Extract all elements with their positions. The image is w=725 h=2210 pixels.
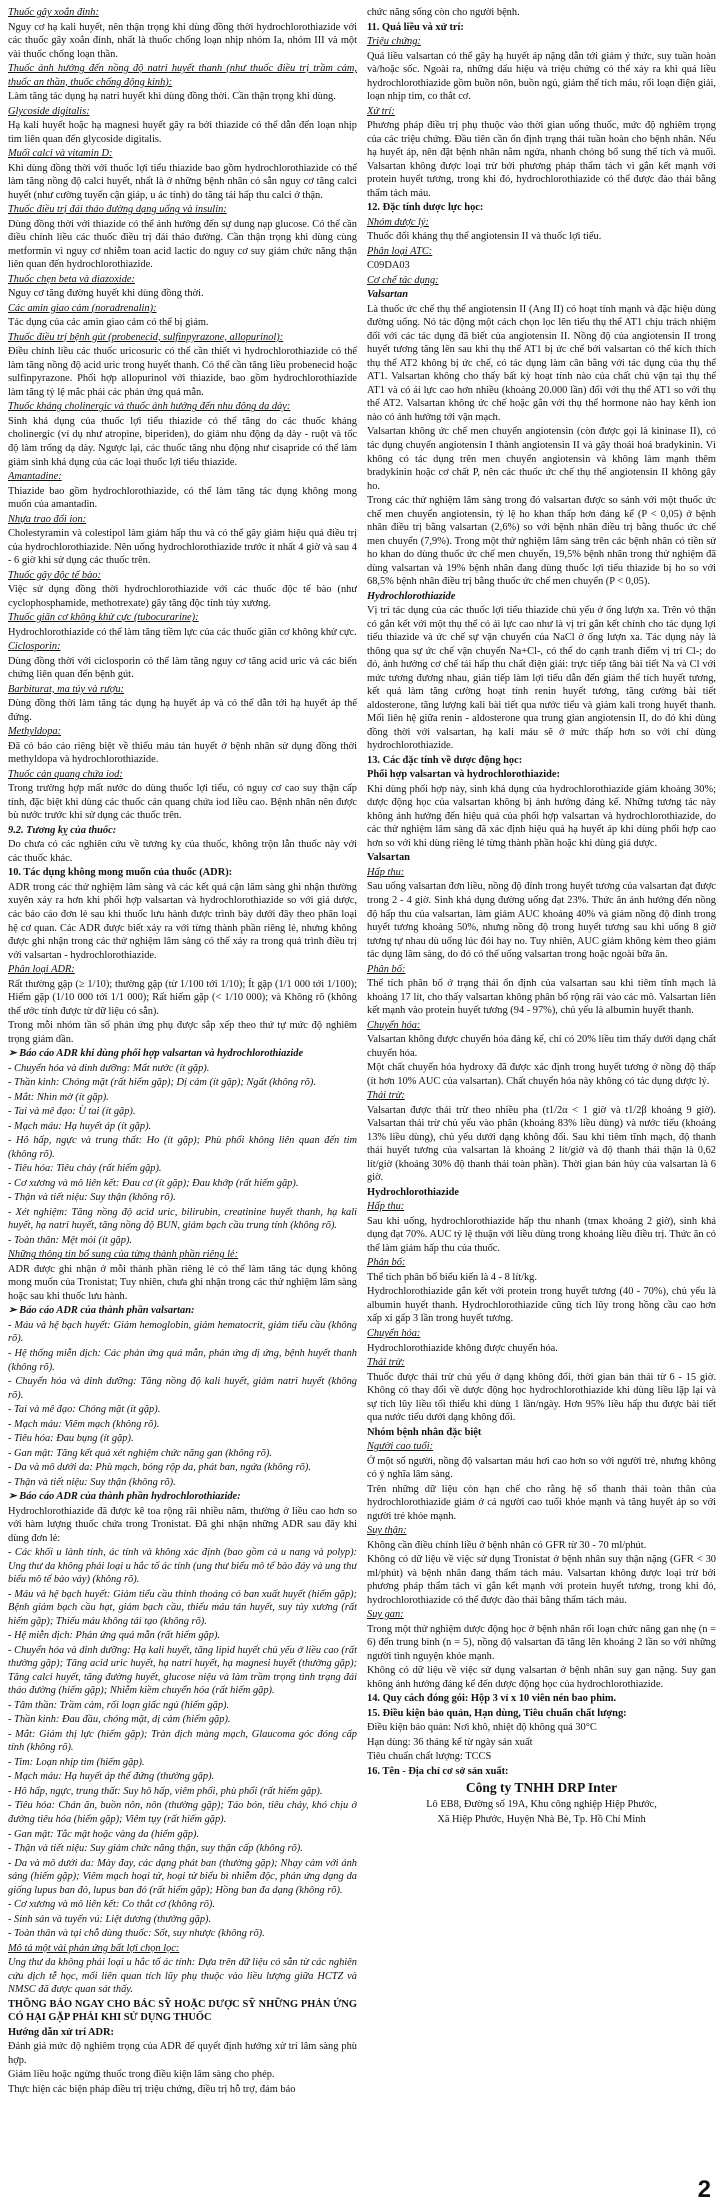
left-paragraph: - Tiêu hóa: Đau bụng (ít gặp). [8,1433,134,1445]
left-paragraph: Methyldopa: [8,726,62,738]
right-paragraph: Nhóm bệnh nhân đặc biệt [367,1426,482,1438]
right-paragraph: Chuyển hóa: [367,1019,421,1031]
left-paragraph: - Cơ xương và mô liên kết: Đau cơ (ít gặp); Đau khớp (rất hiếm gặp). [8,1177,299,1189]
right-paragraph: Vị trí tác dụng của các thuốc lợi tiểu thiazide chủ yếu ở ống lượn xa. Trên vỏ thận có gắn kết với một thụ thể có ái lực cao như là vị trí gắn kết chính cho tác dụng lợi tiểu thiazide và ức chế sự vận chuyển của NaCl ở ống lượn xa. Tác dụng này là thông qua sự ức chế vận chuyển Na+Cl-, có thể do cạnh tranh điểm vị trí Cl-; do đó, ảnh hưởng cơ chế tái hấp thu chất điện giải: trực tiếp tăng bài tiết Na và Cl với mức tương đương nhau, gián tiếp làm lợi tiểu dẫn đến giảm thể tích huyết tương, kết quả làm tăng cường hoạt tính renin huyết tương, tăng cường bài tiết aldosterone, tăng lượng kali bài tiết qua nước tiểu và giảm kali trong huyết thanh. Mối liên hệ giữa renin - aldosterone qua trung gian angiotensin II, do đó khi dùng đồng thời với valsartan, hạ kali máu sẽ ở mức thấp hơn so với chỉ dùng hydrochlorothiazide. [367,605,716,752]
left-paragraph: - Tiêu hóa: Chán ăn, buồn nôn, nôn (thường gặp); Táo bón, tiêu chảy, khó chịu ở đường tiêu hóa (hiếm gặp); Viêm tụy (rất hiếm gặp). [8,1800,357,1825]
right-paragraph: Phân bố: [367,963,406,975]
right-paragraph: Trong các thử nghiệm lâm sàng trong đó valsartan được so sánh với một thuốc ức chế men chuyển angiotensin, tỷ lệ ho khan thấp hơn đáng kể (P < 0,05) ở bệnh nhân điều trị bằng valsartan (2,6%) so với bệnh nhân điều trị bằng thuốc ức chế men chuyển (7,9%). Trong một thử nghiệm lâm sàng trên các bệnh nhân có tiền sử ho khan do dùng thuốc ức chế men chuyển, 19,5% bệnh nhân trong thử nghiệm đã dùng valsartan và 19% bệnh nhân đang dùng thuốc lợi tiểu thiazide bị ho so với 68,5% bệnh nhân điều trị bằng thuốc ức chế men chuyển (P < 0,05). [367,495,716,588]
right-paragraph: Không có dữ liệu về việc sử dụng Tronistat ở bệnh nhân suy thận nặng (GFR < 30 ml/phút) và bệnh nhân đang thẩm tách máu. Valsartan không được loại trừ bởi phương pháp thẩm tách vì gắn kết mạnh với protein huyết tương, trong khi đó, hydrochlorothiazide có thể được đào thải bằng thẩm tách máu. [367,1554,716,1606]
left-paragraph: Glycoside digitalis: [8,105,90,117]
left-paragraph: - Toàn thân và tại chỗ dùng thuốc: Sốt, suy nhược (không rõ). [8,1928,265,1940]
left-paragraph: - Tai và mê đạo: Chóng mặt (ít gặp). [8,1404,161,1416]
right-paragraph: Thải trừ: [367,1357,405,1369]
right-paragraph: Nhóm dược lý: [367,216,429,228]
right-paragraph: Người cao tuổi: [367,1441,434,1453]
left-paragraph: Hydrochlorothiazide đã được kê toa rộng rãi nhiều năm, thường ở liều cao hơn so với hàm lượng thuốc chứa trong Tronistat. Đã ghi nhận những ADR sau đây khi dùng đơn lẻ: [8,1505,357,1544]
left-paragraph: - Xét nghiệm: Tăng nồng độ acid uric, bilirubin, creatinine huyết thanh, hạ kali huyết, hạ natri huyết, tăng nồng độ BUN, giảm bạch cầu trung tính (không rõ). [8,1206,357,1232]
left-paragraph: Thuốc gây độc tế bào: [8,569,101,581]
left-paragraph: Thuốc điều trị đái tháo đường dạng uống và insulin: [8,204,227,216]
left-paragraph: Dùng đồng thời với ciclosporin có thể làm tăng nguy cơ tăng acid uric và các biến chứng liên quan đến bệnh gút. [8,655,357,681]
left-paragraph: - Máu và hệ bạch huyết: Giảm hemoglobin, giảm hematocrit, giảm tiểu cầu (không rõ). [8,1319,357,1345]
left-paragraph: - Sinh sản và tuyến vú: Liệt dương (thường gặp). [8,1913,212,1925]
right-paragraph: Không cần điều chỉnh liều ở bệnh nhân có GFR từ 30 - 70 ml/phút. [367,1539,647,1551]
right-paragraph: Trong một thử nghiệm dược động học ở bệnh nhân rối loạn chức năng gan nhẹ (n = 6) đến trung bình (n = 5), nồng độ valsartan đã tăng lên khoảng 2 lần so với những người tình nguyện khỏe mạnh. [367,1623,716,1662]
left-paragraph: Thuốc chẹn beta và diazoxide: [8,273,135,285]
left-paragraph: Đã có báo cáo riêng biệt về thiếu máu tán huyết ở bệnh nhân sử dụng đồng thời methyldopa và hydrochlorothiazide. [8,740,357,766]
left-paragraph: ➢ Báo cáo ADR của thành phần valsartan: [8,1305,195,1317]
left-paragraph: - Tai và mê đạo: Ù tai (ít gặp). [8,1106,136,1118]
right-paragraph: 16. Tên - Địa chỉ cơ sở sản xuất: [367,1765,509,1777]
left-paragraph: Do chưa có các nghiên cứu về tương kỵ của thuốc, không trộn lẫn thuốc này với các thuốc khác. [8,839,357,864]
right-paragraph: Phân bố: [367,1257,406,1269]
right-paragraph: Valsartan [367,289,409,301]
left-paragraph: Cholestyramin và colestipol làm giảm hấp thu và có thể gây giảm hiệu quả điều trị của hydrochlorothiazide. Nên uống hydrochlorothiazide trước ít nhất 4 giờ và sau 4 - 6 giờ khi sử dụng các thuốc trên. [8,528,357,567]
left-paragraph: Giảm liều hoặc ngừng thuốc trong điều kiện lâm sàng cho phép. [8,2069,275,2081]
left-paragraph: - Thần kinh: Đau đầu, chóng mặt, dị cảm (hiếm gặp). [8,1714,231,1726]
right-paragraph: 14. Quy cách đóng gói: Hộp 3 vỉ x 10 viên nén bao phim. [367,1693,617,1705]
right-paragraph: Suy thận: [367,1525,407,1537]
right-paragraph: Chuyển hóa: [367,1327,421,1339]
left-paragraph: - Chuyển hóa và dinh dưỡng: Mất nước (ít gặp). [8,1062,210,1074]
left-paragraph: Nguy cơ tăng đường huyết khi dùng đồng thời. [8,288,204,300]
right-paragraph: Thuốc đối kháng thụ thể angiotensin II và thuốc lợi tiểu. [367,231,602,243]
left-paragraph: - Thận và tiết niệu: Suy thận (không rõ). [8,1476,176,1488]
right-paragraph: 15. Điều kiện bảo quản, Hạn dùng, Tiêu chuẩn chất lượng: [367,1707,627,1719]
left-paragraph: Dùng đồng thời làm tăng tác dụng hạ huyết áp và có thể dẫn tới hạ huyết áp thế đứng. [8,698,357,723]
right-paragraph: C09DA03 [367,260,410,272]
right-paragraph: Trên những dữ liệu còn hạn chế cho rằng hệ số thanh thải toàn thân của hydrochlorothiazide giảm ở cả người cao tuổi khỏe mạnh và tăng huyết áp so với người trẻ khỏe mạnh. [367,1483,716,1522]
right-paragraph: Phối hợp valsartan và hydrochlorothiazide: [367,769,560,781]
left-paragraph: Điều chỉnh liều các thuốc uricosuric có thể cần thiết vì hydrochlorothiazide có thể làm tăng nồng độ acid uric trong huyết thanh. Có thể cần tăng liều probenecid hoặc sulfinpyrazone. Phối hợp allopurinol với thiazide, bao gồm hydrochlorothiazide làm tăng tỷ lệ mắc phải các phản ứng quá mẫn. [8,346,357,398]
right-paragraph: Sau uống valsartan đơn liều, nồng độ đỉnh trong huyết tương của valsartan đạt được trong 2 - 4 giờ. Sinh khả dụng đường uống đạt 23%. Thức ăn ảnh hưởng đến nồng độ hấp thu của valsartan, làm giảm AUC khoảng 40% và giảm nồng độ đỉnh trong huyết tương khoảng 50%, nhưng nồng độ trong huyết tương sau khi uống 8 giờ tương tự nhau dù uống lúc đói hay no. Tuy nhiên, AUC giảm không kèm theo giảm tác dụng lâm sàng, do đó có thể uống valsartan trong hoặc ngoài bữa ăn. [367,881,716,961]
left-paragraph: Mô tả một vài phản ứng bất lợi chọn lọc: [8,1942,180,1954]
right-paragraph: Phương pháp điều trị phụ thuộc vào thời gian uống thuốc, mức độ nghiêm trọng của các triệu chứng. Đầu tiên cần ổn định trạng thái tuần hoàn cho bệnh nhân. Nếu hạ huyết áp, nên đặt bệnh nhân nằm ngửa, nhanh chóng bổ sung thể tích và muối. Valsartan không được loại trừ bởi phương pháp thẩm tách vì gắn kết mạnh với protein huyết tương, trong khi đó, hydrochlorothiazide có thể được đào thải bằng thẩm tách máu. [367,120,716,199]
right-paragraph: Hydrochlorothiazide [367,590,456,602]
right-paragraph: Hạn dùng: 36 tháng kể từ ngày sản xuất [367,1736,533,1748]
right-paragraph: Hấp thu: [367,866,405,878]
left-paragraph: Rất thường gặp (≥ 1/10); thường gặp (từ 1/100 tới 1/10); Ít gặp (1/1 000 tới 1/100); Hiếm gặp (1/10 000 tới 1/1 000); Rất hiếm gặp (< 1/10 000); và Không rõ (không thể ước tính được từ dữ liệu có sẵn). [8,978,357,1017]
left-paragraph: - Tâm thần: Trầm cảm, rối loạn giấc ngủ (hiếm gặp). [8,1699,230,1711]
left-paragraph: Hydrochlorothiazide có thể làm tăng tiềm lực của các thuốc giãn cơ không khử cực. [8,626,357,638]
left-paragraph: - Da và mô dưới da: Mày đay, các dạng phát ban (thường gặp); Nhạy cảm với ánh sáng (hiếm gặp); Viêm mạch hoại tử, hoại tử biểu bì nhiễm độc, phản ứng dạng da giống lupus ban đỏ, lupus ban đỏ (rất hiếm gặp); Hồng ban đa dạng (không rõ). [8,1857,357,1896]
left-paragraph: Khi dùng đồng thời với thuốc lợi tiểu thiazide bao gồm hydrochlorothiazide có thể làm tăng nồng độ calci huyết, nhất là ở những bệnh nhân có sẵn nguy cơ tăng calci huyết (như cường tuyến cận giáp, u ác tính) do tăng tái hấp thu calci ở thận. [8,162,357,201]
right-paragraph: Thể tích phân bố ở trạng thái ổn định của valsartan sau khi tiêm tĩnh mạch là khoảng 17 lít, cho thấy valsartan không phân bố rộng rãi vào các mô. Valsartan liên kết mạnh vào protein huyết tương (94 - 97%), chủ yếu là albumin huyết thanh. [367,978,716,1017]
left-paragraph: - Các khối u lành tính, ác tính và không xác định (bao gồm cả u nang và polyp): Ung thư da không phải loại u hắc tố ác tính (ung thư biểu mô tế bào đáy và ung thư biểu mô tế bào vảy) (không rõ). [8,1547,357,1586]
left-paragraph: Thuốc kháng cholinergic và thuốc ảnh hưởng đến nhu động dạ dày: [8,401,291,413]
left-paragraph: - Máu và hệ bạch huyết: Giảm tiểu cầu thỉnh thoảng có ban xuất huyết (hiếm gặp); Bệnh giảm bạch cầu hạt, giảm bạch cầu, thiếu máu tán huyết, suy tủy xương (rất hiếm gặp); Thiếu máu không tái tạo (không rõ). [8,1588,357,1627]
left-paragraph: - Thận và tiết niệu: Suy giảm chức năng thận, suy thận cấp (không rõ). [8,1843,303,1855]
left-paragraph: Đánh giá mức độ nghiêm trọng của ADR để quyết định hướng xử trí lâm sàng phù hợp. [8,2041,357,2066]
left-paragraph: - Mạch máu: Hạ huyết áp thế đứng (thường gặp). [8,1771,215,1783]
left-paragraph: Trong trường hợp mất nước do dùng thuốc lợi tiểu, có nguy cơ cao suy thận cấp tính, đặc biệt khi dùng các thuốc cản quang chứa iod liều cao. Bệnh nhân nên được bù nước trước khi sử dụng các thuốc trên. [8,783,357,822]
right-paragraph: Hấp thu: [367,1201,405,1213]
left-paragraph: Nguy cơ hạ kali huyết, nên thận trọng khi dùng đồng thời hydrochlorothiazide với các thuốc gây xoắn đỉnh, nhất là thuốc chống loạn nhịp nhóm Ia, nhóm III và một vài thuốc chống loạn thần. [8,21,357,60]
left-paragraph: - Hệ thống miễn dịch: Các phản ứng quá mẫn, phản ứng dị ứng, bệnh huyết thanh (không rõ). [8,1347,357,1373]
left-paragraph: Nhựa trao đổi ion: [8,513,87,525]
left-paragraph: Trong mỗi nhóm tần số phản ứng phụ được sắp xếp theo thứ tự mức độ nghiêm trọng giảm dần. [8,1020,357,1045]
left-paragraph: Thuốc giãn cơ không khử cực (tubocurarine): [8,612,199,624]
right-paragraph: Thể tích phân bố biểu kiến là 4 - 8 lít/kg. [367,1271,537,1283]
left-paragraph: Amantadine: [8,471,62,483]
right-paragraph: Valsartan [367,852,410,864]
left-paragraph: Phân loại ADR: [8,964,75,976]
left-paragraph: - Hô hấp, ngực, trung thất: Suy hô hấp, viêm phổi, phù phổi (rất hiếm gặp). [8,1785,323,1797]
left-paragraph: - Mạch máu: Hạ huyết áp (ít gặp). [8,1120,152,1132]
right-paragraph: Khi dùng phối hợp này, sinh khả dụng của hydrochlorothiazide giảm khoảng 30%; dược động học của valsartan không bị ảnh hưởng đáng kể. Những tương tác này không ảnh hưởng đến hiệu quả của phối hợp valsartan và hydrochlorothiazide, do các thử nghiệm lâm sàng đã xác định hiệu quả hạ huyết áp khi dùng phối hợp cao hơn so với khi dùng riêng lẻ từng thành phần hoặc khi dùng giả dược. [367,783,716,849]
right-paragraph: chức năng sống còn cho người bệnh. [367,7,520,18]
right-paragraph: Quá liều valsartan có thể gây hạ huyết áp nặng dẫn tới giảm ý thức, suy tuần hoàn và/hoặc sốc. Ngoài ra, những dấu hiệu và triệu chứng có thể xảy ra khi quá liều hydrochlorothiazide gồm buồn nôn, buồn ngủ, giảm thể tích máu, rối loạn điện giải, loạn nhịp tim, co thắt cơ. [367,50,716,103]
two-column-body [8,6,717,2176]
right-paragraph: Hydrochlorothiazide [367,1186,459,1198]
left-paragraph: - Gan mật: Tăng kết quả xét nghiệm chức năng gan (không rõ). [8,1447,272,1459]
left-paragraph: - Mắt: Giảm thị lực (hiếm gặp); Tràn dịch màng mạch, Glaucoma góc đóng cấp tính (không rõ). [8,1728,357,1754]
right-paragraph: Xử trí: [367,105,395,117]
left-paragraph: ➢ Báo cáo ADR của thành phần hydrochlorothiazide: [8,1491,241,1503]
right-paragraph: Thuốc được thải trừ chủ yếu ở dạng không đổi, thời gian bán thải từ 6 - 15 giờ. Không có thay đổi về dược động học hydrochlorothiazide khi dùng liều lặp lại và sự tích lũy liều tối thiểu khi dùng 1 lần/ngày. Hơn 95% liều hấp thu được bài tiết qua nước tiểu dưới dạng không đổi. [367,1371,716,1424]
left-paragraph: Ciclosporin: [8,641,61,653]
right-paragraph: 12. Đặc tính dược lực học: [367,202,484,214]
right-paragraph: Một chất chuyển hóa hydroxy đã được xác định trong huyết tương ở nồng độ thấp (ít hơn 10% AUC của valsartan). Chất chuyển hóa này không có tác dụng dược lý. [367,1062,716,1087]
right-paragraph: Điều kiện bảo quản: Nơi khô, nhiệt độ không quá 30°C [367,1722,597,1734]
left-paragraph: Barbiturat, ma túy và rượu: [8,683,124,695]
right-paragraph: Lô EB8, Đường số 19A, Khu công nghiệp Hiệp Phước, [426,1799,657,1811]
left-paragraph: 9.2. Tương kỵ của thuốc: [8,824,117,836]
left-paragraph: Làm tăng tác dụng hạ natri huyết khi dùng đồng thời. Cần thận trọng khi dùng. [8,91,336,103]
left-paragraph: Hướng dẫn xử trí ADR: [8,2026,114,2038]
right-paragraph: Suy gan: [367,1609,404,1621]
left-paragraph: - Hệ miễn dịch: Phản ứng quá mẫn (rất hiếm gặp). [8,1630,220,1642]
left-paragraph: ➢ Báo cáo ADR khi dùng phối hợp valsartan và hydrochlorothiazide [8,1048,304,1060]
left-paragraph: Thuốc cản quang chứa iod: [8,768,123,780]
left-paragraph: - Thận và tiết niệu: Suy thận (không rõ). [8,1192,176,1204]
left-paragraph: Thuốc gây xoắn đỉnh: [8,7,99,18]
left-paragraph: Thiazide bao gồm hydrochlorothiazide, có thể làm tăng tác dụng không mong muốn của amantadin. [8,485,357,511]
left-paragraph: Dùng đồng thời với thiazide có thể ảnh hưởng đến sự dung nạp glucose. Có thể cần điều chỉnh liều các thuốc điều trị đái tháo đường. Cần thận trọng khi dùng cùng metformin vì nguy cơ nhiễm toan acid lactic do nguy cơ suy giảm chức năng thận liên quan đến hydrochlorothiazide. [8,218,357,271]
left-paragraph: - Tim: Loạn nhịp tim (hiếm gặp). [8,1756,145,1768]
left-paragraph: - Gan mật: Tắc mật hoặc vàng da (hiếm gặp). [8,1828,200,1840]
left-paragraph: - Thần kinh: Chóng mặt (rất hiếm gặp); Dị cảm (ít gặp); Ngất (không rõ). [8,1077,316,1089]
left-paragraph: ADR trong các thử nghiệm lâm sàng và các kết quả cận lâm sàng ghi nhận thường xuyên xảy ra hơn khi phối hợp valsartan và hydrochlorothiazide so với giả dược, các báo cáo đơn lẻ sau khi thuốc lưu hành được trình bày dưới đây theo phân loại hệ cơ quan. Các ADR được biết xảy ra với từng thành phần riêng lẻ, nhưng không được ghi nhận trong các thử nghiệm lâm sàng có thể xảy ra trong quá trình điều trị với valsartan - hydrochlorothiazide. [8,881,357,961]
right-paragraph: Hydrochlorothiazide gắn kết với protein trong huyết tương (40 - 70%), chủ yếu là albumin huyết thanh. Hydrochlorothiazide cũng tích lũy trong hồng cầu cao hơn xấp xỉ gấp 3 lần trong huyết tương. [367,1286,716,1325]
left-paragraph: Sinh khả dụng của thuốc lợi tiểu thiazide có thể tăng do các thuốc kháng cholinergic (ví dụ như atropine, biperiden), do giảm nhu động dạ dày - ruột và tốc độ làm trống dạ dày. Ngược lại, các thuốc tăng nhu động như cisapride có thể làm giảm sinh khả dụng của các loại thuốc lợi tiểu thiazide. [8,415,357,468]
right-paragraph: Không có dữ liệu về việc sử dụng valsartan ở bệnh nhân suy gan nặng. Suy gan không ảnh hưởng đáng kể đến dược động học của hydrochlorothiazide. [367,1665,716,1690]
left-paragraph: Những thông tin bổ sung của từng thành phần riêng lẻ: [8,1249,239,1261]
right-paragraph: Valsartan không ức chế men chuyển angiotensin (còn được gọi là kininase II), có tác dụng chuyển angiotensin I thành angiotensin II và gây thoái hoá bradykinin. Vì không có tác dụng trên men chuyển angiotensin và không làm mạnh thêm bradykinin hoặc cơ chất P, nên các thuốc ức chế thụ thể angiotensin II không gây ho. [367,426,716,492]
right-paragraph: Phân loại ATC: [367,245,433,257]
right-paragraph: 11. Quá liều và xử trí: [367,21,464,33]
right-paragraph: Thải trừ: [367,1090,405,1102]
right-paragraph: Triệu chứng: [367,36,421,48]
left-paragraph: Thực hiện các biện pháp điều trị triệu chứng, điều trị hỗ trợ, đảm bảo [8,2083,296,2095]
left-paragraph: Hạ kali huyết hoặc hạ magnesi huyết gây ra bởi thiazide có thể dẫn đến loạn nhịp tim liên quan đến glycoside digitalis. [8,120,357,145]
right-paragraph: Valsartan được thải trừ theo nhiều pha (t1/2α < 1 giờ và t1/2β khoảng 9 giờ). Valsartan thải trừ chủ yếu vào phân (khoảng 83% liều dùng) và nước tiểu (khoảng 13% liều dùng), chủ yếu dưới dạng không đổi. Sau khi tiêm tĩnh mạch, độ thanh thải huyết tương của valsartan là khoảng 2 lít/giờ và độ thanh thải thận là 0,62 lít/giờ (khoảng 30% độ thanh thải toàn phần). Thời gian bán hủy của valsartan là 6 giờ. [367,1104,716,1184]
left-paragraph: - Mạch máu: Viêm mạch (không rõ). [8,1418,160,1430]
left-paragraph: ADR được ghi nhận ở mỗi thành phần riêng lẻ có thể làm tăng tác dụng không mong muốn của Tronistat; Tuy nhiên, chưa ghi nhận trong các thử nghiệm lâm sàng hoặc sau khi thuốc lưu hành. [8,1263,357,1302]
left-paragraph: Thuốc điều trị bệnh gút (probenecid, sulfinpyrazone, allopurinol): [8,331,284,343]
left-paragraph: - Cơ xương và mô liên kết: Co thắt cơ (không rõ). [8,1899,215,1911]
right-paragraph: Sau khi uống, hydrochlorothiazide hấp thu nhanh (tmax khoảng 2 giờ), sinh khả dụng đạt 70%. AUC tỷ lệ thuận với liều dùng trong khoảng liều điều trị. Thức ăn có thể làm giảm hấp thu của thuốc. [367,1215,716,1254]
left-paragraph: THÔNG BÁO NGAY CHO BÁC SỸ HOẶC DƯỢC SỸ NHỮNG PHẢN ỨNG CÓ HẠI GẶP PHẢI KHI SỬ DỤNG THUỐC [8,1998,357,2024]
left-column [8,6,357,2176]
right-column [367,6,716,2176]
right-paragraph: Valsartan không được chuyển hóa đáng kể, chỉ có 20% liều tìm thấy dưới dạng chất chuyển hóa. [367,1034,716,1059]
left-paragraph: - Chuyển hóa và dinh dưỡng: Hạ kali huyết, tăng lipid huyết chủ yếu ở liều cao (rất thường gặp); Tăng acid uric huyết, hạ natri huyết, hạ magnesi huyết (thường gặp); Tăng calci huyết, tăng đường huyết, glucose niệu và làm trầm trọng tình trạng đái tháo đường (hiếm gặp); Nhiễm kiềm chuyển hóa (rất hiếm gặp). [8,1644,357,1697]
left-paragraph: Việc sử dụng đồng thời hydrochlorothiazide với các thuốc độc tế bào (như cyclophosphamide, methotrexate) gây tăng độc tính tủy xương. [8,584,357,609]
left-paragraph: - Toàn thân: Mệt mỏi (ít gặp). [8,1234,133,1246]
left-paragraph: Thuốc ảnh hưởng đến nồng độ natri huyết thanh (như thuốc điều trị trầm cảm, thuốc an thần, thuốc chống động kinh): [8,63,357,88]
right-paragraph: Công ty TNHH DRP Inter [465,1780,618,1796]
left-paragraph: - Tiêu hóa: Tiêu chảy (rất hiếm gặp). [8,1163,162,1175]
right-paragraph: 13. Các đặc tính về dược động học: [367,754,523,766]
left-paragraph: - Da và mô dưới da: Phù mạch, bóng rộp da, phát ban, ngứa (không rõ). [8,1462,311,1474]
left-paragraph: Các amin giao cảm (noradrenalin): [8,302,157,314]
page-number: 2 [697,2176,711,2203]
right-paragraph: Là thuốc ức chế thụ thể angiotensin II (Ang II) có hoạt tính mạnh và đặc hiệu dùng đường uống. Nó tác động một cách chọn lọc lên tiểu thụ thể AT1 chịu trách nhiệm đối với các tác dụng đã biết của angiotensin II. Nồng độ của angiotensin II trong huyết tương tăng lên sau khi thụ thể AT1 bị ức chế bởi valsartan có thể kích thích thụ thể AT2 không bị ức chế, có tác dụng làm cân bằng với tác dụng của thụ thể AT1. Valsartan không cho thấy bất kỳ hoạt tính nào của chất chủ vận tại thụ thể AT1 và có ái lực cao hơn nhiều (khoảng 20.000 lần) đối với thụ thể AT1 so với thụ thể AT2. Valsartan không ức chế hoặc gắn với thụ thể hormone nào hay kênh ion nào có ảnh hưởng tới vận mạch. [367,303,716,423]
left-paragraph: Muối calci và vitamin D: [8,148,113,160]
right-paragraph: Tiêu chuẩn chất lượng: TCCS [367,1751,492,1763]
left-paragraph: 10. Tác dụng không mong muốn của thuốc (ADR): [8,867,233,879]
left-paragraph: - Mắt: Nhìn mờ (ít gặp). [8,1091,109,1103]
left-paragraph: - Chuyển hóa và dinh dưỡng: Tăng nồng độ kali huyết, giảm natri huyết (không rõ). [8,1376,357,1401]
right-paragraph: Hydrochlorothiazide không được chuyển hóa. [367,1342,558,1354]
left-paragraph: - Hô hấp, ngực và trung thất: Ho (ít gặp); Phù phổi không liên quan đến tim (không rõ). [8,1135,357,1160]
left-paragraph: Ung thư da không phải loại u hắc tố ác tính: Dựa trên dữ liệu có sẵn từ các nghiên cứu dịch tễ học, mối liên quan tích lũy phụ thuộc vào liều lượng giữa HCTZ và NMSC đã được quan sát thấy. [8,1957,357,1996]
right-paragraph: Xã Hiệp Phước, Huyện Nhà Bè, Tp. Hồ Chí Minh [437,1813,646,1825]
right-paragraph: Cơ chế tác dụng: [367,274,439,286]
right-paragraph: Ở một số người, nồng độ valsartan máu hơi cao hơn so với người trẻ, nhưng không có ý nghĩa lâm sàng. [367,1455,716,1481]
left-paragraph: Tác dụng của các amin giao cảm có thể bị giảm. [8,317,209,329]
